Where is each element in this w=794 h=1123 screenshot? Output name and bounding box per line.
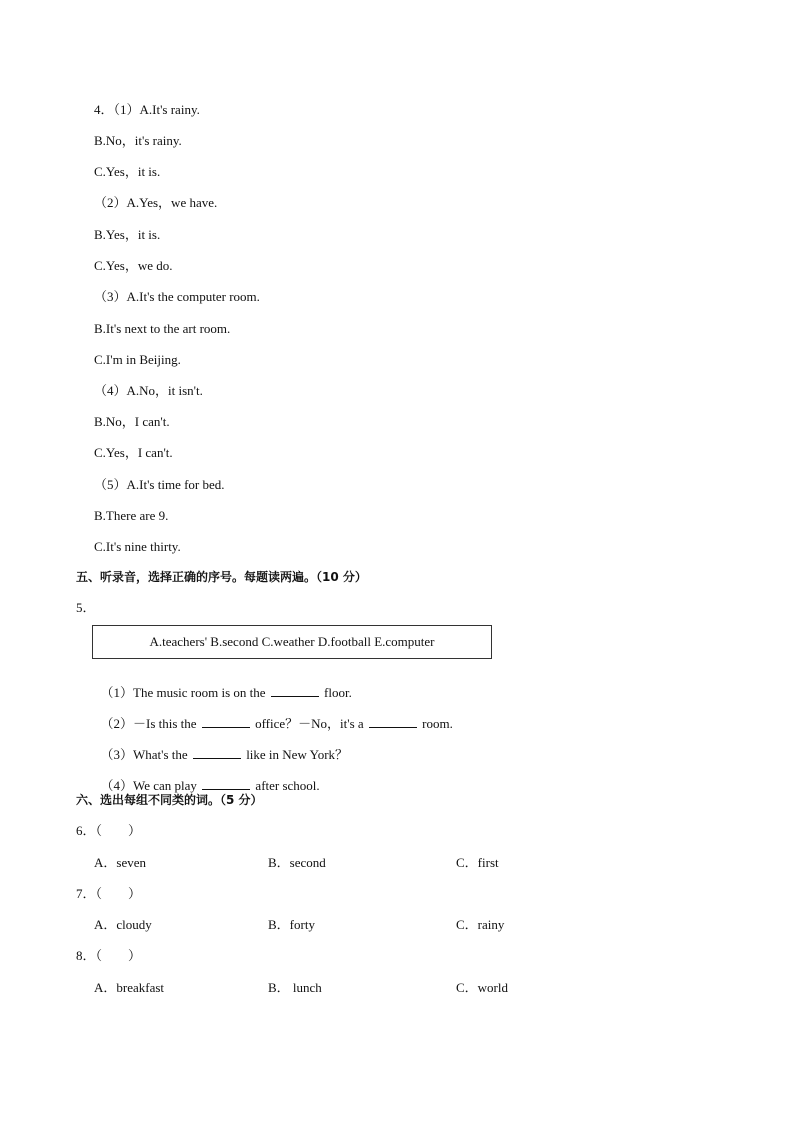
q7-option-c: C．rainy [456, 917, 505, 932]
q5-item-2-mid: office？－No，it's a [251, 716, 367, 731]
q6-option-b: B．second [268, 855, 326, 870]
q5-item-2-blank-2[interactable] [369, 715, 417, 728]
q6-option-a: A．seven [94, 855, 146, 870]
q6-option-c: C．first [456, 855, 499, 870]
q4-line-14: B.There are 9. [94, 508, 169, 523]
q7-option-b: B．forty [268, 917, 315, 932]
q5-options-box: A.teachers' B.second C.weather D.football E.computer [92, 625, 492, 659]
q5-item-3-post: like in New York？ [242, 747, 349, 762]
q4-line-15: C.It's nine thirty. [94, 539, 181, 554]
q4-line-13: （5）A.It's time for bed. [94, 477, 225, 492]
q8-option-b: B． lunch [268, 980, 322, 995]
q4-line-7: （3）A.It's the computer room. [94, 289, 260, 304]
q5-item-2-post: room. [418, 716, 453, 731]
q5-item-1-post: floor. [320, 685, 352, 700]
q6-stem: 6．（ ） [76, 823, 142, 838]
q5-number: 5． [76, 600, 96, 615]
q5-item-3-blank[interactable] [193, 746, 241, 759]
q4-line-10: （4）A.No，it isn't. [94, 383, 203, 398]
q4-line-4: （2）A.Yes，we have. [94, 195, 218, 210]
q4-line-11: B.No，I can't. [94, 414, 170, 429]
q4-line-1: 4．（1）A.It's rainy. [94, 102, 200, 117]
q4-line-8: B.It's next to the art room. [94, 321, 231, 336]
q7-option-a: A．cloudy [94, 917, 152, 932]
section5-heading: 五、听录音，选择正确的序号。每题读两遍。（10 分） [76, 570, 367, 584]
q5-item-4-pre: （4）We can play [100, 778, 201, 793]
q5-item-1-blank[interactable] [271, 684, 319, 697]
q5-item-2 [94, 699, 453, 732]
q4-line-9: C.I'm in Beijing. [94, 352, 181, 367]
q4-line-3: C.Yes，it is. [94, 164, 161, 179]
q5-item-4-post: after school. [252, 778, 320, 793]
q5-item-4 [94, 761, 320, 794]
q8-option-a: A．breakfast [94, 980, 165, 995]
q5-item-1-pre: （1）The music room is on the [100, 685, 269, 700]
q5-item-2-pre: （2）－Is this the [100, 716, 200, 731]
q4-line-6: C.Yes，we do. [94, 258, 173, 273]
q5-item-4-blank[interactable] [202, 777, 250, 790]
q8-option-c: C．world [456, 980, 509, 995]
q8-stem: 8．（ ） [76, 948, 142, 963]
q4-line-2: B.No，it's rainy. [94, 133, 182, 148]
q5-item-1 [94, 668, 352, 701]
q4-line-5: B.Yes，it is. [94, 227, 161, 242]
section6-heading: 六、选出每组不同类的词。（5 分） [76, 793, 263, 807]
q5-item-2-blank-1[interactable] [202, 715, 250, 728]
q7-stem: 7．（ ） [76, 886, 142, 901]
q5-item-3-pre: （3）What's the [100, 747, 191, 762]
q5-item-3 [94, 730, 348, 763]
q4-line-12: C.Yes，I can't. [94, 445, 173, 460]
